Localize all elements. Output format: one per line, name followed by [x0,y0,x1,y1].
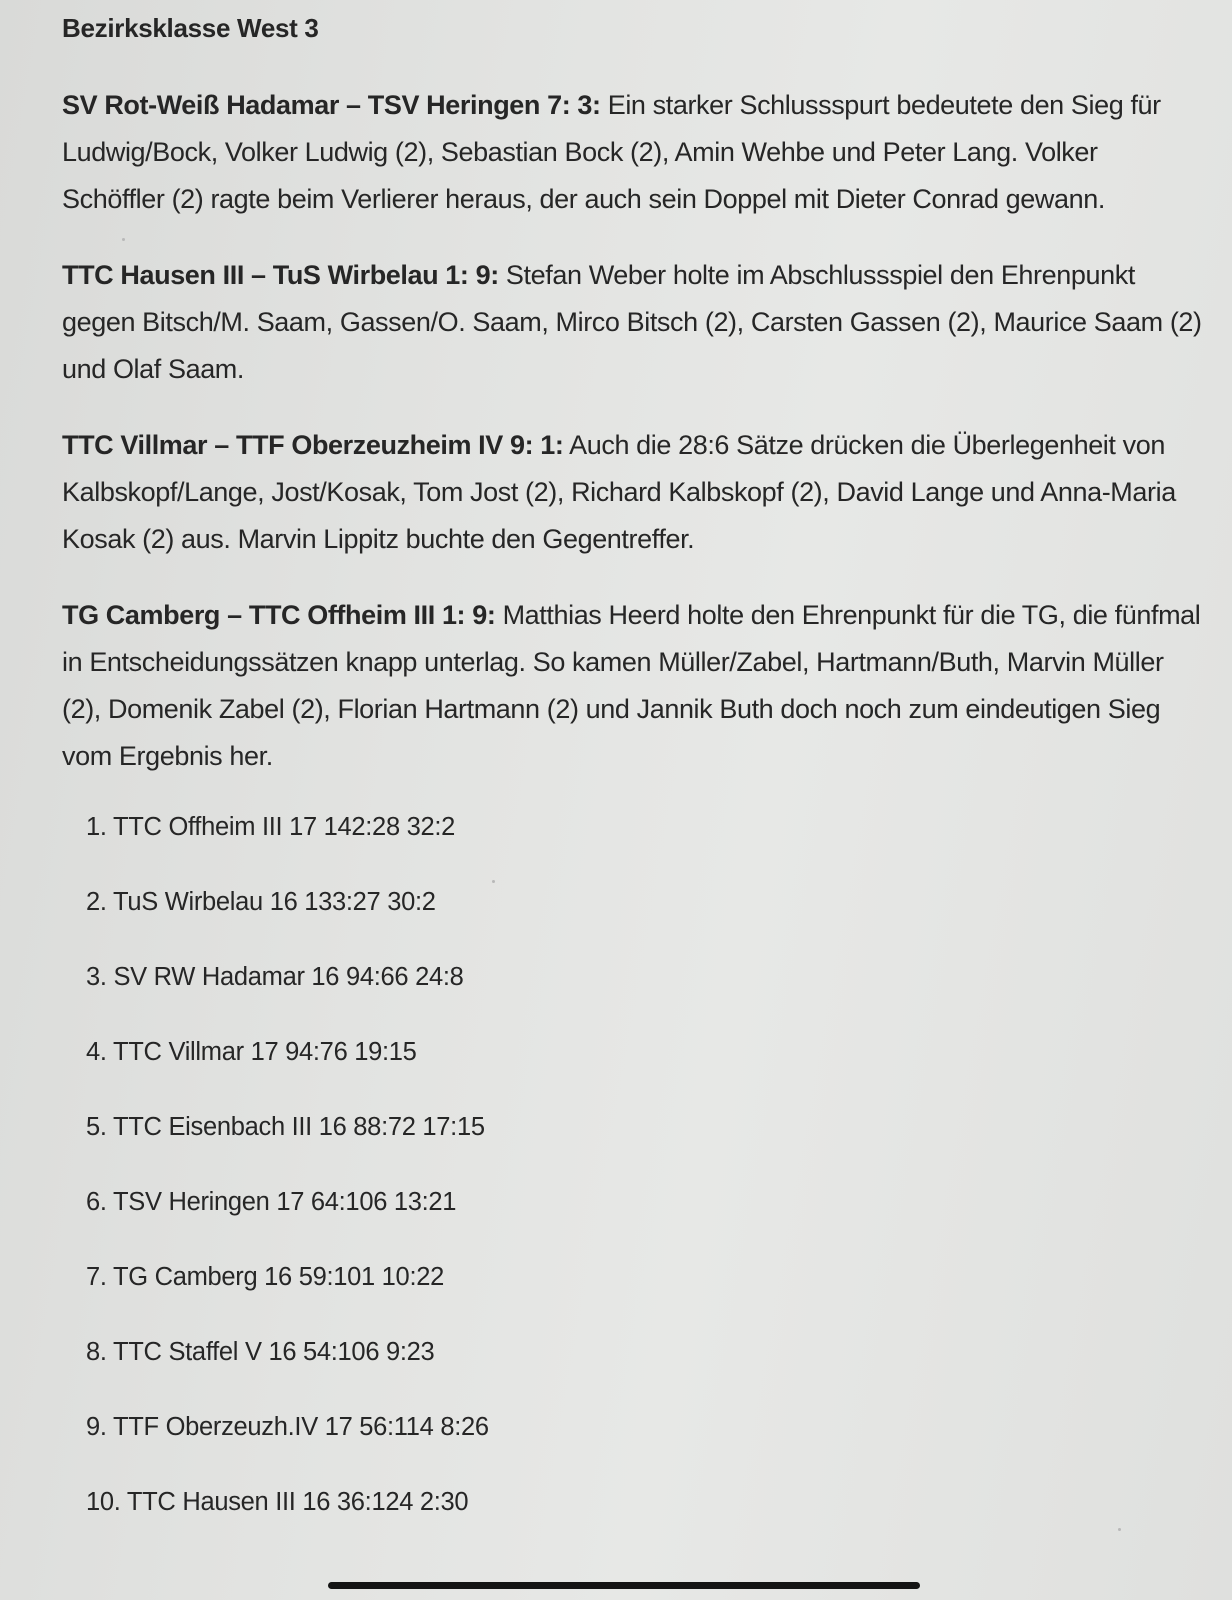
standings-row: 1. TTC Offheim III 17 142:28 32:2 [86,813,456,841]
standings-row: 6. TSV Heringen 17 64:106 13:21 [86,1188,457,1216]
home-indicator-bar[interactable] [328,1582,920,1589]
match-report [62,82,1202,223]
standings-row: 2. TuS Wirbelau 16 133:27 30:2 [86,888,436,916]
match-report-text: Stefan Weber holte im Abschlussspiel den Ehrenpunkt gegen Bitsch/M. Saam, Gassen/O. Saam, Mirco Bitsch (2), Carsten Gassen (2), Maurice Saam (2) und Olaf Saam. [62,260,1202,384]
match-report [62,592,1202,780]
match-report-text: Ein starker Schlussspurt bedeutete den Sieg für Ludwig/Bock, Volker Ludwig (2), Sebastian Bock (2), Amin Wehbe und Peter Lang. Volker Schöffler (2) ragte beim Verlierer heraus, der auch sein Doppel mit Dieter Conrad gewann. [62,90,1161,214]
standings-table [62,809,1202,1559]
standings-row: 5. TTC Eisenbach III 16 88:72 17:15 [86,1113,485,1141]
screen-speck [492,880,495,883]
section-heading: Bezirksklasse West 3 [62,13,319,43]
match-result: TTC Hausen III – TuS Wirbelau 1: 9: [62,260,499,290]
screen-speck [1118,1528,1121,1531]
standings-row: 4. TTC Villmar 17 94:76 19:15 [86,1038,417,1066]
match-report-text: Matthias Heerd holte den Ehrenpunkt für die TG, die fünfmal in Entscheidungssätzen knapp unterlag. So kamen Müller/Zabel, Hartmann/Buth, Marvin Müller (2), Domenik Zabel (2), Florian Hartmann (2) und Jannik Buth doch noch zum eindeutigen Sieg vom Ergebnis her. [62,600,1201,771]
standings-row: 3. SV RW Hadamar 16 94:66 24:8 [86,963,464,991]
standings-row: 9. TTF Oberzeuzh.IV 17 56:114 8:26 [86,1413,489,1441]
match-report [62,252,1202,393]
article [62,10,1202,1559]
standings-row: 8. TTC Staffel V 16 54:106 9:23 [86,1338,435,1366]
match-report-text: Auch die 28:6 Sätze drücken die Überlegenheit von Kalbskopf/Lange, Jost/Kosak, Tom Jost (2), Richard Kalbskopf (2), David Lange und Anna-Maria Kosak (2) aus. Marvin Lippitz buchte den Gegentreffer. [62,430,1176,554]
match-result: TTC Villmar – TTF Oberzeuzheim IV 9: 1: [62,430,564,460]
screen-speck [122,238,125,241]
match-result: SV Rot-Weiß Hadamar – TSV Heringen 7: 3: [62,90,601,120]
standings-row: 7. TG Camberg 16 59:101 10:22 [86,1263,444,1291]
match-report [62,422,1202,563]
standings-row: 10. TTC Hausen III 16 36:124 2:30 [86,1488,469,1516]
match-result: TG Camberg – TTC Offheim III 1: 9: [62,600,496,630]
